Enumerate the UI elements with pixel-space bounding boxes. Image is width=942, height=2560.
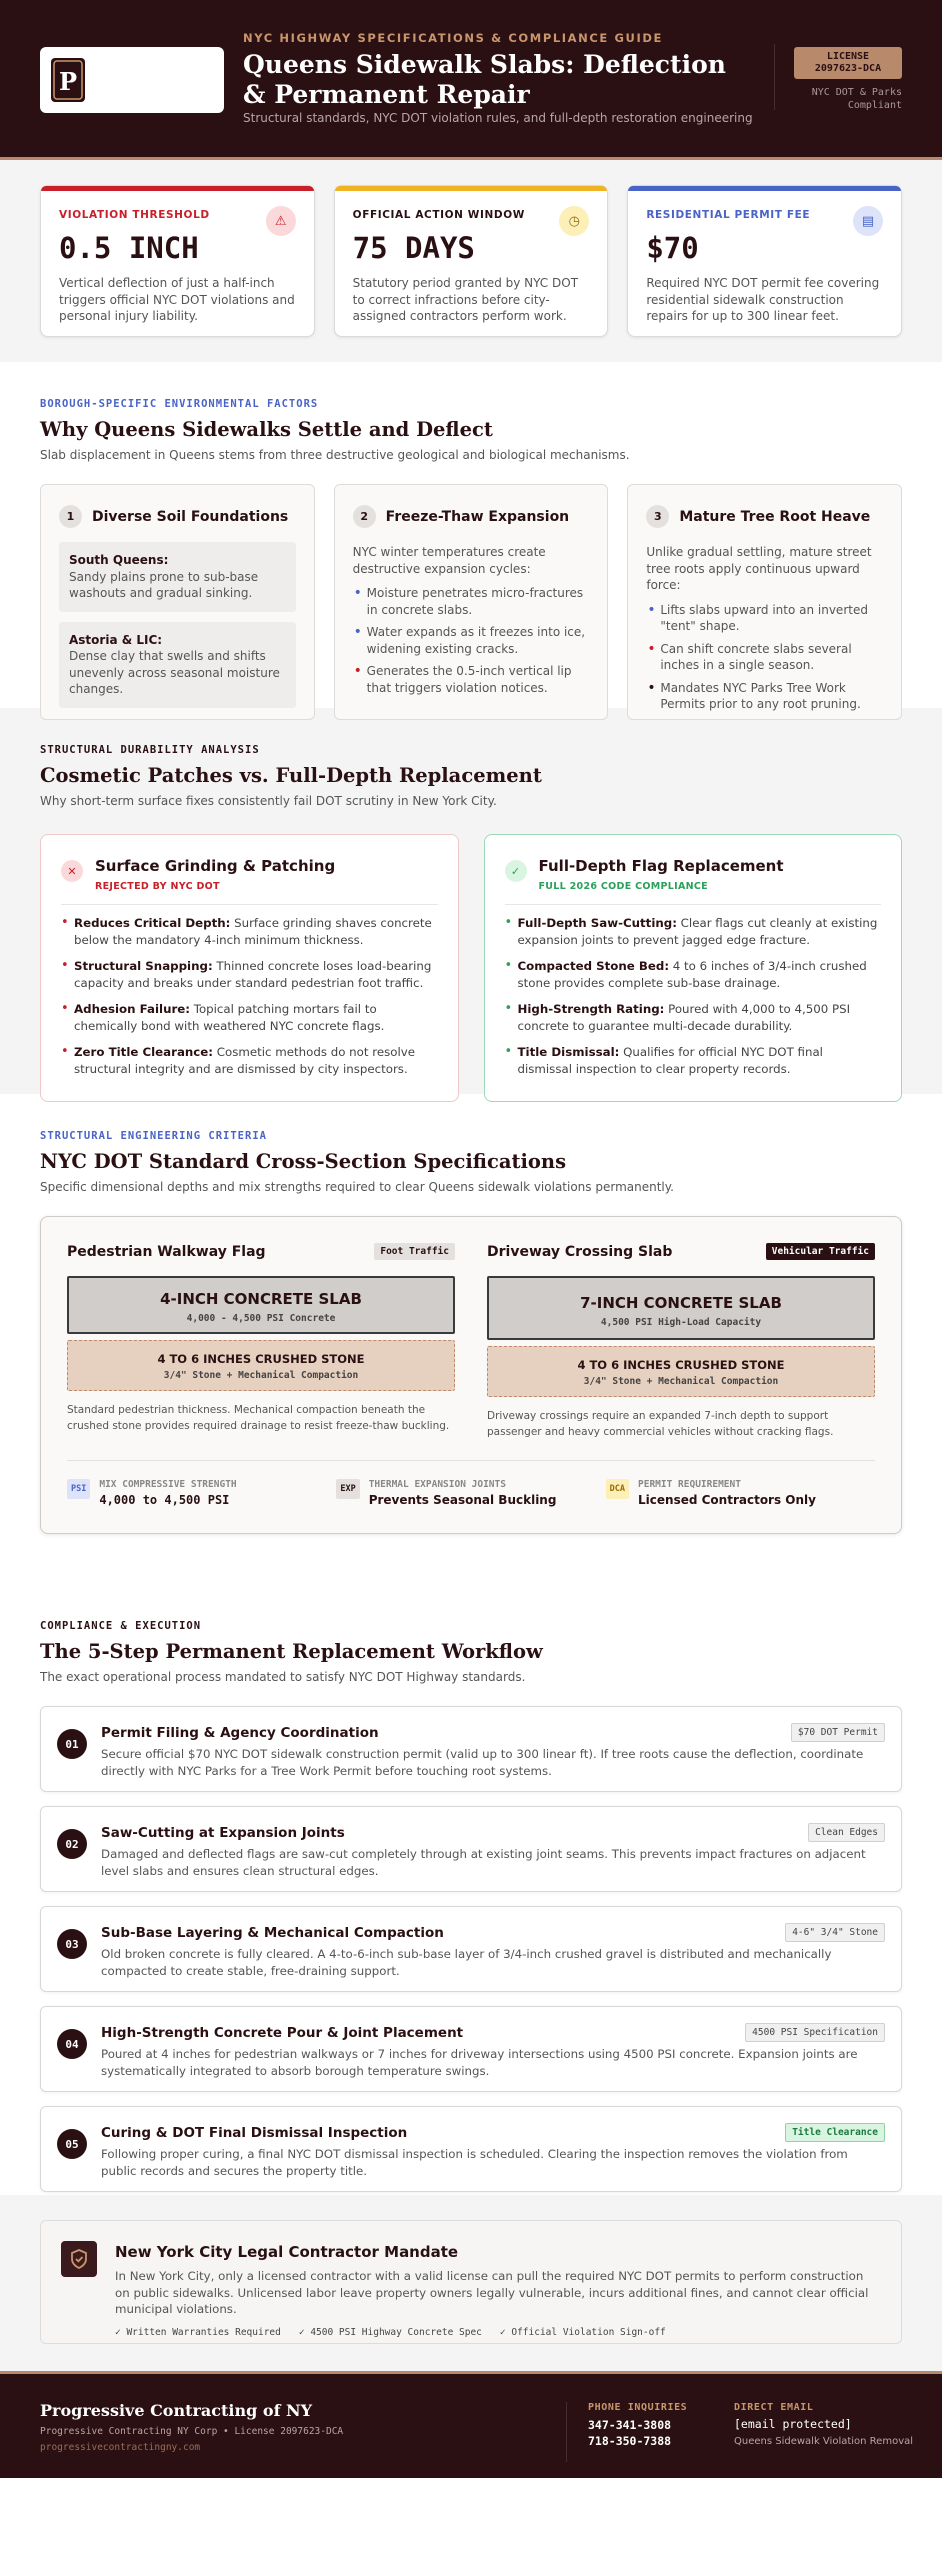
stat-desc: Statutory period granted by NYC DOT to correct infractions before city-assigned contractors perform work. [352, 276, 579, 323]
workflow-step [40, 2106, 902, 2192]
step-title: Sub-Base Layering & Mechanical Compaction [101, 1925, 444, 1941]
metric-value: 4,000 to 4,500 PSI [99, 1493, 230, 1507]
list-item: • Water expands as it freezes into ice, widening existing cracks. [353, 624, 590, 657]
section-subtitle: The exact operational process mandated to satisfy NYC DOT Highway standards. [40, 1670, 526, 1684]
factor-intro: Unlike gradual settling, mature street tree roots apply continuous upward force: [646, 545, 872, 592]
list-item: • Lifts slabs upward into an inverted "tent" shape. [646, 602, 883, 635]
soil-box-south-queens [59, 542, 296, 612]
step-desc: Damaged and deflected flags are saw-cut completely through at existing joint seams. This prevents impact fractures on adjacent level slabs and ensures clean structural edges. [101, 1847, 866, 1878]
step-tag: 4-6" 3/4" Stone [785, 1923, 885, 1942]
card-title: Surface Grinding & Patching [95, 857, 336, 875]
agency-line-1: NYC DOT & Parks [811, 87, 902, 98]
step-desc: Poured at 4 inches for pedestrian walkways or 7 inches for driveway intersections using 4500 PSI concrete. Expansion joints are systematically integrated to absorb borough temperature swings. [101, 2047, 858, 2078]
expansion-icon: EXP [336, 1479, 359, 1499]
factor-card-soil [40, 484, 315, 720]
header-subtitle: Structural standards, NYC DOT violation rules, and full-depth restoration engineering [243, 111, 753, 125]
email-label: DIRECT EMAIL [734, 2402, 814, 2413]
list-item: • Full-Depth Saw-Cutting: Clear flags cut cleanly at existing expansion joints to prevent jagged edge fracture. [505, 915, 882, 948]
stat-label: RESIDENTIAL PERMIT FEE [646, 209, 811, 221]
section-eyebrow: STRUCTURAL DURABILITY ANALYSIS [40, 744, 260, 756]
logo-mark-icon [49, 56, 87, 104]
footer-divider [566, 2402, 567, 2462]
list-item: • Structural Snapping: Thinned concrete loses load-bearing capacity and breaks under standard pedestrian foot traffic. [61, 958, 438, 991]
key-stats [0, 160, 942, 362]
license-badge [794, 47, 902, 79]
page-title: Queens Sidewalk Slabs: Deflection & Permanent Repair [243, 50, 726, 109]
list-item: • Adhesion Failure: Topical patching mortars fail to chemically bond with weathered NYC concrete flags. [61, 1001, 438, 1034]
license-badge-number: 2097623-DCA [814, 63, 882, 74]
phone-label: PHONE INQUIRIES [588, 2402, 688, 2413]
check-icon: ✓ [505, 860, 527, 882]
factor-title: Mature Tree Root Heave [679, 508, 871, 525]
step-desc: Old broken concrete is fully cleared. A 4-to-6-inch sub-base layer of 3/4-inch crushed gravel is distributed and mechanically compacted to create stable, free-draining support. [101, 1947, 832, 1978]
list-item: • Generates the 0.5-inch vertical lip that triggers violation notices. [353, 663, 590, 696]
stone-title: 4 TO 6 INCHES CRUSHED STONE [157, 1352, 365, 1366]
workflow-step [40, 1706, 902, 1792]
traffic-badge: Vehicular Traffic [766, 1243, 875, 1260]
mandate-section [0, 2195, 942, 2371]
psi-icon: PSI [67, 1479, 90, 1499]
section-subtitle: Specific dimensional depths and mix strengths required to clear Queens sidewalk violations permanently. [40, 1180, 674, 1194]
stat-card-permit-fee [627, 185, 902, 337]
check-item: ✓ 4500 PSI Highway Concrete Spec [298, 2326, 482, 2338]
list-item: • Reduces Critical Depth: Surface grinding shaves concrete below the mandatory 4-inch minimum thickness. [61, 915, 438, 948]
spec-note: Driveway crossings require an expanded 7-inch depth to support passenger and heavy commercial vehicles without cracking flags. [487, 1410, 834, 1438]
warning-icon: ⚠ [266, 206, 296, 236]
concrete-slab-layer [67, 1276, 455, 1334]
list-item: • Title Dismissal: Qualifies for official NYC DOT final dismissal inspection to clear property records. [505, 1044, 882, 1077]
phone-link[interactable]: 718-350-7388 [588, 2434, 672, 2448]
factors-section [0, 362, 942, 711]
mandate-desc: In New York City, only a licensed contractor with a valid license can pull the required NYC DOT permits to perform construction on public sidewalks. Unlicensed labor leave property owners legally vulnerable, incurs additional fines, and cannot clear official municipal violations. [115, 2269, 869, 2316]
stat-card-violation [40, 185, 315, 337]
section-eyebrow: COMPLIANCE & EXECUTION [40, 1620, 202, 1632]
agency-line-2: Compliant [847, 100, 902, 111]
check-item: ✓ Written Warranties Required [115, 2326, 281, 2338]
factor-number: 2 [353, 505, 376, 528]
footer-website-link[interactable]: progressivecontractingny.com [40, 2442, 201, 2453]
workflow-step [40, 2006, 902, 2092]
step-tag: Title Clearance [785, 2123, 885, 2142]
status-badge: FULL 2026 CODE COMPLIANCE [538, 881, 708, 892]
workflow-section [0, 1592, 942, 2195]
step-title: Permit Filing & Agency Coordination [101, 1725, 379, 1741]
card-title: Full-Depth Flag Replacement [538, 857, 784, 875]
slab-sub: 4,500 PSI High-Load Capacity [600, 1317, 762, 1328]
metric-label: PERMIT REQUIREMENT [638, 1479, 741, 1490]
phone-link[interactable]: 347-341-3808 [588, 2418, 672, 2432]
factor-card-root-heave [627, 484, 902, 720]
stat-label: VIOLATION THRESHOLD [59, 209, 210, 221]
section-title: Cosmetic Patches vs. Full-Depth Replacement [40, 764, 542, 787]
crushed-stone-layer [487, 1346, 875, 1397]
driveway-slab-spec [487, 1243, 875, 1440]
comparison-section [0, 708, 942, 1094]
email-link[interactable]: [email protected] [734, 2417, 852, 2431]
clock-icon: ◷ [559, 206, 589, 236]
factor-title: Freeze-Thaw Expansion [385, 508, 570, 525]
list-item: • Zero Title Clearance: Cosmetic methods do not resolve structural integrity and are dismissed by city inspectors. [61, 1044, 438, 1077]
header-eyebrow: NYC HIGHWAY SPECIFICATIONS & COMPLIANCE GUIDE [243, 31, 663, 45]
header-divider [774, 44, 775, 110]
workflow-step [40, 1906, 902, 1992]
section-subtitle: Why short-term surface fixes consistently fail DOT scrutiny in New York City. [40, 794, 497, 808]
stone-sub: 3/4" Stone + Mechanical Compaction [163, 1370, 359, 1381]
close-icon: ✕ [61, 860, 83, 882]
soil-box-text: Dense clay that swells and shifts unevenly across seasonal moisture changes. [69, 649, 280, 696]
slab-title: 7-INCH CONCRETE SLAB [580, 1294, 782, 1312]
list-item: • Compacted Stone Bed: 4 to 6 inches of 3/4-inch crushed stone provides complete sub-base drainage. [505, 958, 882, 991]
section-title: NYC DOT Standard Cross-Section Specifications [40, 1150, 567, 1173]
metric-strength [67, 1479, 336, 1507]
list-item: • Mandates NYC Parks Tree Work Permits prior to any root pruning. [646, 680, 883, 713]
stat-desc: Vertical deflection of just a half-inch triggers official NYC DOT violations and personal injury liability. [59, 276, 295, 323]
shield-icon [61, 2241, 97, 2277]
factor-number: 1 [59, 505, 82, 528]
divider [67, 1460, 875, 1461]
stat-value: 0.5 INCH [59, 231, 199, 265]
step-tag: Clean Edges [808, 1823, 885, 1842]
soil-box-astoria [59, 622, 296, 708]
footer-company-name: Progressive Contracting of NY [40, 2401, 313, 2420]
stat-card-action-window [334, 185, 609, 337]
slab-sub: 4,000 - 4,500 PSI Concrete [186, 1313, 336, 1324]
footer-email [734, 2402, 913, 2447]
step-desc: Following proper curing, a final NYC DOT dismissal inspection is scheduled. Clearing the inspection removes the violation from public records and secures the property title. [101, 2147, 848, 2178]
list-item: • Moisture penetrates micro-fractures in concrete slabs. [353, 585, 590, 618]
site-header [0, 0, 942, 160]
soil-box-heading: South Queens: [69, 553, 169, 567]
company-logo[interactable] [40, 47, 224, 113]
email-sub: Queens Sidewalk Violation Removal [734, 2436, 914, 2447]
concrete-slab-layer [487, 1276, 875, 1340]
crushed-stone-layer [67, 1340, 455, 1391]
factor-number: 3 [646, 505, 669, 528]
section-title: The 5-Step Permanent Replacement Workflow [40, 1640, 543, 1663]
section-eyebrow: BOROUGH-SPECIFIC ENVIRONMENTAL FACTORS [40, 398, 319, 410]
section-subtitle: Slab displacement in Queens stems from three destructive geological and biological mechanisms. [40, 448, 630, 462]
stat-accent-bar [335, 186, 608, 191]
step-title: High-Strength Concrete Pour & Joint Placement [101, 2025, 464, 2041]
license-badge-label: LICENSE [826, 51, 870, 62]
metric-value: Licensed Contractors Only [638, 1493, 816, 1507]
pedestrian-flag-spec [67, 1243, 455, 1440]
soil-box-heading: Astoria & LIC: [69, 632, 163, 647]
stone-title: 4 TO 6 INCHES CRUSHED STONE [577, 1358, 785, 1372]
card-full-depth-replacement [484, 834, 903, 1102]
spec-title: Driveway Crossing Slab [487, 1243, 673, 1260]
list-item: • Can shift concrete slabs several inches in a single season. [646, 641, 883, 674]
metric-value: Prevents Seasonal Buckling [368, 1493, 557, 1507]
traffic-badge: Foot Traffic [374, 1243, 455, 1260]
status-badge: REJECTED BY NYC DOT [95, 881, 220, 892]
site-footer [0, 2371, 942, 2478]
section-title: Why Queens Sidewalks Settle and Deflect [40, 418, 493, 441]
slab-title: 4-INCH CONCRETE SLAB [160, 1290, 362, 1308]
check-item: ✓ Official Violation Sign-off [499, 2326, 666, 2338]
document-icon: ▤ [853, 206, 883, 236]
section-eyebrow: STRUCTURAL ENGINEERING CRITERIA [40, 1130, 267, 1142]
legal-mandate-card [40, 2220, 902, 2344]
stat-desc: Required NYC DOT permit fee covering residential sidewalk construction repairs for up to 300 linear feet. [646, 276, 880, 323]
list-item: • High-Strength Rating: Poured with 4,000 to 4,500 PSI concrete to guarantee multi-decade durability. [505, 1001, 882, 1034]
agency-compliance [792, 86, 902, 112]
spec-title: Pedestrian Walkway Flag [67, 1243, 266, 1260]
stat-value: 75 DAYS [352, 231, 475, 265]
stat-label: OFFICIAL ACTION WINDOW [352, 209, 525, 221]
metric-label: THERMAL EXPANSION JOINTS [368, 1479, 506, 1490]
footer-phone [588, 2402, 687, 2449]
stat-value: $70 [646, 231, 699, 265]
factor-intro: NYC winter temperatures create destructive expansion cycles: [352, 545, 546, 576]
metric-expansion-joints [336, 1479, 605, 1507]
step-number: 05 [57, 2129, 87, 2159]
svg-text:P: P [58, 67, 78, 96]
step-title: Curing & DOT Final Dismissal Inspection [101, 2125, 408, 2141]
step-tag: 4500 PSI Specification [745, 2023, 885, 2042]
specifications-section [0, 1094, 942, 1592]
footer-corp-line: Progressive Contracting NY Corp • License 2097623-DCA [40, 2426, 344, 2437]
mandate-title: New York City Legal Contractor Mandate [115, 2243, 459, 2261]
factor-title: Diverse Soil Foundations [92, 508, 289, 525]
card-surface-patching [40, 834, 459, 1102]
cross-section-card [40, 1216, 902, 1534]
step-number: 02 [57, 1829, 87, 1859]
step-title: Saw-Cutting at Expansion Joints [101, 1825, 345, 1841]
stat-accent-bar [628, 186, 901, 191]
stat-accent-bar [41, 186, 314, 191]
step-number: 03 [57, 1929, 87, 1959]
soil-box-text: Sandy plains prone to sub-base washouts and gradual sinking. [69, 569, 259, 600]
workflow-step [40, 1806, 902, 1892]
metric-permit [606, 1479, 875, 1507]
factor-card-freeze-thaw [334, 484, 609, 720]
step-tag: $70 DOT Permit [791, 1723, 885, 1742]
license-icon: DCA [606, 1479, 629, 1499]
step-number: 01 [57, 1729, 87, 1759]
spec-note: Standard pedestrian thickness. Mechanical compaction beneath the crushed stone provides required drainage to resist freeze-thaw buckling. [67, 1404, 450, 1432]
step-desc: Secure official $70 NYC DOT sidewalk construction permit (valid up to 300 linear ft). If tree roots cause the deflection, coordinate directly with NYC Parks for a Tree Work Permit before touching root systems. [101, 1747, 864, 1778]
step-number: 04 [57, 2029, 87, 2059]
metric-label: MIX COMPRESSIVE STRENGTH [99, 1479, 237, 1490]
stone-sub: 3/4" Stone + Mechanical Compaction [583, 1376, 779, 1387]
